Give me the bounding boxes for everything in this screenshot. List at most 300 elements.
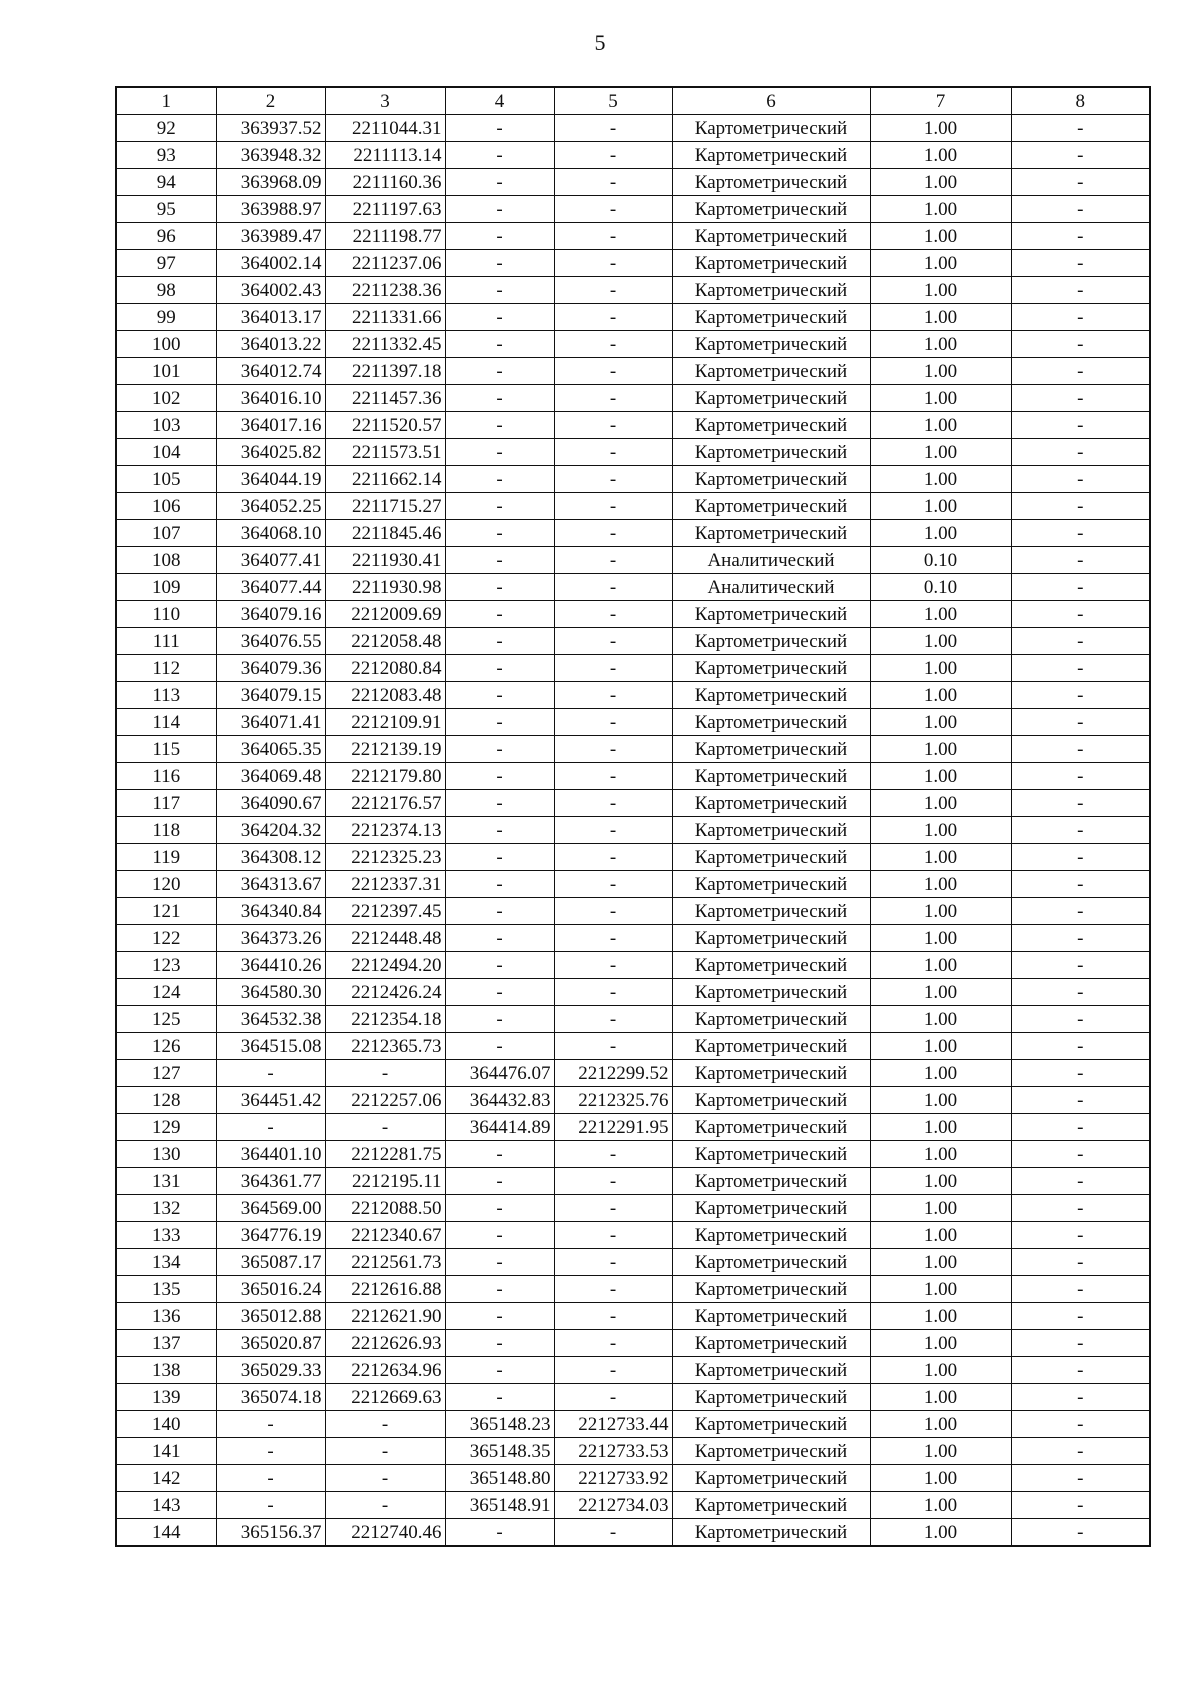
y-coordinate-cell: 2212634.96 (325, 1357, 445, 1384)
x-new-coordinate-cell: - (445, 466, 554, 493)
accuracy-cell: 1.00 (870, 1114, 1011, 1141)
x-new-coordinate-cell: - (445, 169, 554, 196)
point-number-cell: 104 (116, 439, 216, 466)
point-number-cell: 120 (116, 871, 216, 898)
note-cell: - (1011, 655, 1150, 682)
y-coordinate-cell: 2211573.51 (325, 439, 445, 466)
y-new-coordinate-cell: - (554, 601, 672, 628)
column-header: 5 (554, 87, 672, 115)
accuracy-cell: 1.00 (870, 1411, 1011, 1438)
y-coordinate-cell: 2211237.06 (325, 250, 445, 277)
accuracy-cell: 1.00 (870, 520, 1011, 547)
x-coordinate-cell: 364016.10 (216, 385, 325, 412)
y-coordinate-cell: 2212448.48 (325, 925, 445, 952)
note-cell: - (1011, 844, 1150, 871)
method-cell: Картометрический (672, 952, 870, 979)
note-cell: - (1011, 952, 1150, 979)
accuracy-cell: 1.00 (870, 1006, 1011, 1033)
y-new-coordinate-cell: 2212299.52 (554, 1060, 672, 1087)
accuracy-cell: 1.00 (870, 763, 1011, 790)
note-cell: - (1011, 1330, 1150, 1357)
x-coordinate-cell: 363937.52 (216, 115, 325, 142)
x-new-coordinate-cell: - (445, 898, 554, 925)
page-number: 5 (594, 30, 606, 55)
y-coordinate-cell: 2211715.27 (325, 493, 445, 520)
y-coordinate-cell: 2212354.18 (325, 1006, 445, 1033)
x-new-coordinate-cell: - (445, 655, 554, 682)
point-number-cell: 134 (116, 1249, 216, 1276)
table-row (116, 439, 1150, 466)
method-cell: Картометрический (672, 439, 870, 466)
x-new-coordinate-cell: - (445, 304, 554, 331)
point-number-cell: 107 (116, 520, 216, 547)
note-cell: - (1011, 547, 1150, 574)
table-row (116, 763, 1150, 790)
accuracy-cell: 1.00 (870, 1222, 1011, 1249)
column-header: 2 (216, 87, 325, 115)
table-row (116, 817, 1150, 844)
accuracy-cell: 1.00 (870, 1357, 1011, 1384)
x-coordinate-cell: 364313.67 (216, 871, 325, 898)
method-cell: Картометрический (672, 520, 870, 547)
y-new-coordinate-cell: - (554, 142, 672, 169)
accuracy-cell: 1.00 (870, 1330, 1011, 1357)
note-cell: - (1011, 601, 1150, 628)
accuracy-cell: 1.00 (870, 250, 1011, 277)
table-row (116, 412, 1150, 439)
x-coordinate-cell: 364410.26 (216, 952, 325, 979)
x-new-coordinate-cell: - (445, 844, 554, 871)
method-cell: Картометрический (672, 1087, 870, 1114)
note-cell: - (1011, 1276, 1150, 1303)
x-new-coordinate-cell: - (445, 952, 554, 979)
y-new-coordinate-cell: - (554, 709, 672, 736)
method-cell: Картометрический (672, 1303, 870, 1330)
note-cell: - (1011, 1222, 1150, 1249)
method-cell: Картометрический (672, 304, 870, 331)
x-coordinate-cell: 364401.10 (216, 1141, 325, 1168)
y-coordinate-cell: 2211397.18 (325, 358, 445, 385)
table-row (116, 574, 1150, 601)
note-cell: - (1011, 358, 1150, 385)
table-row (116, 601, 1150, 628)
table-row (116, 925, 1150, 952)
note-cell: - (1011, 1195, 1150, 1222)
method-cell: Картометрический (672, 1114, 870, 1141)
point-number-cell: 129 (116, 1114, 216, 1141)
y-coordinate-cell: 2211198.77 (325, 223, 445, 250)
note-cell: - (1011, 1492, 1150, 1519)
point-number-cell: 117 (116, 790, 216, 817)
y-coordinate-cell: 2211845.46 (325, 520, 445, 547)
y-new-coordinate-cell: - (554, 1141, 672, 1168)
note-cell: - (1011, 1384, 1150, 1411)
note-cell: - (1011, 1033, 1150, 1060)
y-new-coordinate-cell: - (554, 1303, 672, 1330)
accuracy-cell: 1.00 (870, 682, 1011, 709)
x-new-coordinate-cell: 364476.07 (445, 1060, 554, 1087)
accuracy-cell: 1.00 (870, 223, 1011, 250)
y-coordinate-cell: 2212080.84 (325, 655, 445, 682)
accuracy-cell: 1.00 (870, 1276, 1011, 1303)
accuracy-cell: 1.00 (870, 412, 1011, 439)
table-row (116, 655, 1150, 682)
method-cell: Картометрический (672, 763, 870, 790)
x-coordinate-cell: 364013.22 (216, 331, 325, 358)
table-row (116, 709, 1150, 736)
method-cell: Картометрический (672, 871, 870, 898)
method-cell: Картометрический (672, 1033, 870, 1060)
y-new-coordinate-cell: - (554, 1357, 672, 1384)
x-new-coordinate-cell: 365148.91 (445, 1492, 554, 1519)
x-coordinate-cell: 364569.00 (216, 1195, 325, 1222)
accuracy-cell: 1.00 (870, 142, 1011, 169)
point-number-cell: 138 (116, 1357, 216, 1384)
method-cell: Картометрический (672, 331, 870, 358)
x-new-coordinate-cell: - (445, 763, 554, 790)
method-cell: Картометрический (672, 709, 870, 736)
x-new-coordinate-cell: - (445, 1330, 554, 1357)
accuracy-cell: 1.00 (870, 493, 1011, 520)
y-coordinate-cell: 2211197.63 (325, 196, 445, 223)
y-coordinate-cell: - (325, 1465, 445, 1492)
point-number-cell: 131 (116, 1168, 216, 1195)
accuracy-cell: 1.00 (870, 1168, 1011, 1195)
note-cell: - (1011, 682, 1150, 709)
x-coordinate-cell: 364017.16 (216, 412, 325, 439)
point-number-cell: 142 (116, 1465, 216, 1492)
accuracy-cell: 1.00 (870, 709, 1011, 736)
y-new-coordinate-cell: - (554, 304, 672, 331)
y-new-coordinate-cell: - (554, 1033, 672, 1060)
x-new-coordinate-cell: - (445, 331, 554, 358)
x-coordinate-cell: 364065.35 (216, 736, 325, 763)
point-number-cell: 108 (116, 547, 216, 574)
x-new-coordinate-cell: - (445, 1195, 554, 1222)
x-coordinate-cell: 364079.16 (216, 601, 325, 628)
x-new-coordinate-cell: - (445, 628, 554, 655)
y-new-coordinate-cell: 2212733.44 (554, 1411, 672, 1438)
table-row (116, 1141, 1150, 1168)
coordinates-table (115, 86, 1151, 1547)
y-coordinate-cell: 2212281.75 (325, 1141, 445, 1168)
note-cell: - (1011, 250, 1150, 277)
y-new-coordinate-cell: - (554, 1222, 672, 1249)
y-new-coordinate-cell: - (554, 547, 672, 574)
y-coordinate-cell: 2212139.19 (325, 736, 445, 763)
note-cell: - (1011, 790, 1150, 817)
y-coordinate-cell: 2212621.90 (325, 1303, 445, 1330)
method-cell: Картометрический (672, 169, 870, 196)
table-row (116, 871, 1150, 898)
y-coordinate-cell: 2212626.93 (325, 1330, 445, 1357)
point-number-cell: 125 (116, 1006, 216, 1033)
point-number-cell: 124 (116, 979, 216, 1006)
point-number-cell: 141 (116, 1438, 216, 1465)
note-cell: - (1011, 709, 1150, 736)
method-cell: Картометрический (672, 196, 870, 223)
x-new-coordinate-cell: - (445, 250, 554, 277)
x-new-coordinate-cell: - (445, 115, 554, 142)
y-new-coordinate-cell: - (554, 898, 672, 925)
y-new-coordinate-cell: - (554, 466, 672, 493)
x-coordinate-cell: 364451.42 (216, 1087, 325, 1114)
table-row (116, 1006, 1150, 1033)
table-row (116, 520, 1150, 547)
y-new-coordinate-cell: - (554, 979, 672, 1006)
x-coordinate-cell: 364025.82 (216, 439, 325, 466)
y-new-coordinate-cell: - (554, 844, 672, 871)
x-coordinate-cell: - (216, 1465, 325, 1492)
y-new-coordinate-cell: - (554, 196, 672, 223)
note-cell: - (1011, 871, 1150, 898)
method-cell: Картометрический (672, 1195, 870, 1222)
point-number-cell: 144 (116, 1519, 216, 1547)
y-coordinate-cell: 2211044.31 (325, 115, 445, 142)
x-coordinate-cell: 363968.09 (216, 169, 325, 196)
accuracy-cell: 1.00 (870, 466, 1011, 493)
method-cell: Картометрический (672, 1276, 870, 1303)
y-new-coordinate-cell: - (554, 1195, 672, 1222)
y-coordinate-cell: 2211331.66 (325, 304, 445, 331)
y-new-coordinate-cell: - (554, 790, 672, 817)
accuracy-cell: 1.00 (870, 628, 1011, 655)
accuracy-cell: 1.00 (870, 601, 1011, 628)
y-coordinate-cell: - (325, 1411, 445, 1438)
x-new-coordinate-cell: - (445, 574, 554, 601)
note-cell: - (1011, 1114, 1150, 1141)
x-new-coordinate-cell: 365148.23 (445, 1411, 554, 1438)
x-coordinate-cell: 364077.44 (216, 574, 325, 601)
x-coordinate-cell: 364515.08 (216, 1033, 325, 1060)
point-number-cell: 130 (116, 1141, 216, 1168)
table-body (116, 87, 1150, 1546)
accuracy-cell: 0.10 (870, 574, 1011, 601)
x-new-coordinate-cell: - (445, 385, 554, 412)
table-row (116, 979, 1150, 1006)
point-number-cell: 106 (116, 493, 216, 520)
y-new-coordinate-cell: - (554, 385, 672, 412)
method-cell: Картометрический (672, 1168, 870, 1195)
y-coordinate-cell: 2212176.57 (325, 790, 445, 817)
note-cell: - (1011, 925, 1150, 952)
point-number-cell: 133 (116, 1222, 216, 1249)
table-row (116, 331, 1150, 358)
y-new-coordinate-cell: - (554, 574, 672, 601)
y-coordinate-cell: - (325, 1114, 445, 1141)
x-coordinate-cell: 364776.19 (216, 1222, 325, 1249)
x-new-coordinate-cell: - (445, 925, 554, 952)
y-new-coordinate-cell: - (554, 682, 672, 709)
y-new-coordinate-cell: - (554, 331, 672, 358)
method-cell: Картометрический (672, 1357, 870, 1384)
accuracy-cell: 1.00 (870, 196, 1011, 223)
x-coordinate-cell: 365087.17 (216, 1249, 325, 1276)
x-new-coordinate-cell: - (445, 142, 554, 169)
y-coordinate-cell: 2212195.11 (325, 1168, 445, 1195)
note-cell: - (1011, 1006, 1150, 1033)
y-new-coordinate-cell: - (554, 1006, 672, 1033)
point-number-cell: 139 (116, 1384, 216, 1411)
y-new-coordinate-cell: - (554, 412, 672, 439)
column-header: 6 (672, 87, 870, 115)
accuracy-cell: 1.00 (870, 1087, 1011, 1114)
method-cell: Картометрический (672, 493, 870, 520)
y-coordinate-cell: 2212083.48 (325, 682, 445, 709)
x-new-coordinate-cell: - (445, 709, 554, 736)
y-new-coordinate-cell: - (554, 736, 672, 763)
y-coordinate-cell: - (325, 1060, 445, 1087)
table-row (116, 1222, 1150, 1249)
point-number-cell: 128 (116, 1087, 216, 1114)
y-coordinate-cell: 2212179.80 (325, 763, 445, 790)
y-coordinate-cell: 2211113.14 (325, 142, 445, 169)
y-new-coordinate-cell: - (554, 223, 672, 250)
table-row (116, 682, 1150, 709)
x-new-coordinate-cell: - (445, 1357, 554, 1384)
method-cell: Картометрический (672, 1060, 870, 1087)
note-cell: - (1011, 304, 1150, 331)
table-row (116, 1060, 1150, 1087)
method-cell: Картометрический (672, 1006, 870, 1033)
point-number-cell: 122 (116, 925, 216, 952)
column-header: 7 (870, 87, 1011, 115)
point-number-cell: 98 (116, 277, 216, 304)
table-row (116, 385, 1150, 412)
method-cell: Картометрический (672, 1222, 870, 1249)
point-number-cell: 137 (116, 1330, 216, 1357)
note-cell: - (1011, 466, 1150, 493)
y-new-coordinate-cell: - (554, 439, 672, 466)
point-number-cell: 109 (116, 574, 216, 601)
note-cell: - (1011, 520, 1150, 547)
x-coordinate-cell: 365029.33 (216, 1357, 325, 1384)
point-number-cell: 100 (116, 331, 216, 358)
x-coordinate-cell: 364071.41 (216, 709, 325, 736)
x-coordinate-cell: 364090.67 (216, 790, 325, 817)
method-cell: Картометрический (672, 979, 870, 1006)
accuracy-cell: 1.00 (870, 979, 1011, 1006)
y-new-coordinate-cell: - (554, 169, 672, 196)
x-new-coordinate-cell: - (445, 601, 554, 628)
y-coordinate-cell: 2212669.63 (325, 1384, 445, 1411)
table-row (116, 196, 1150, 223)
x-coordinate-cell: 364002.43 (216, 277, 325, 304)
x-new-coordinate-cell: - (445, 979, 554, 1006)
note-cell: - (1011, 574, 1150, 601)
point-number-cell: 115 (116, 736, 216, 763)
y-new-coordinate-cell: - (554, 952, 672, 979)
y-new-coordinate-cell: - (554, 925, 672, 952)
method-cell: Картометрический (672, 844, 870, 871)
accuracy-cell: 1.00 (870, 1384, 1011, 1411)
note-cell: - (1011, 1087, 1150, 1114)
point-number-cell: 121 (116, 898, 216, 925)
note-cell: - (1011, 412, 1150, 439)
table-row (116, 736, 1150, 763)
table-row (116, 115, 1150, 142)
table-row (116, 898, 1150, 925)
x-new-coordinate-cell: - (445, 547, 554, 574)
note-cell: - (1011, 493, 1150, 520)
column-header: 3 (325, 87, 445, 115)
table-row (116, 1033, 1150, 1060)
method-cell: Картометрический (672, 601, 870, 628)
accuracy-cell: 0.10 (870, 547, 1011, 574)
y-new-coordinate-cell: - (554, 628, 672, 655)
x-new-coordinate-cell: - (445, 1168, 554, 1195)
column-header: 8 (1011, 87, 1150, 115)
y-new-coordinate-cell: - (554, 277, 672, 304)
point-number-cell: 95 (116, 196, 216, 223)
x-coordinate-cell: 364204.32 (216, 817, 325, 844)
y-coordinate-cell: 2211930.98 (325, 574, 445, 601)
accuracy-cell: 1.00 (870, 331, 1011, 358)
point-number-cell: 113 (116, 682, 216, 709)
point-number-cell: 140 (116, 1411, 216, 1438)
y-new-coordinate-cell: - (554, 763, 672, 790)
note-cell: - (1011, 1357, 1150, 1384)
x-coordinate-cell: 364308.12 (216, 844, 325, 871)
y-new-coordinate-cell: - (554, 520, 672, 547)
point-number-cell: 103 (116, 412, 216, 439)
note-cell: - (1011, 169, 1150, 196)
accuracy-cell: 1.00 (870, 1465, 1011, 1492)
table-row (116, 952, 1150, 979)
table-row (116, 1276, 1150, 1303)
note-cell: - (1011, 439, 1150, 466)
x-new-coordinate-cell: - (445, 223, 554, 250)
x-new-coordinate-cell: 365148.35 (445, 1438, 554, 1465)
x-new-coordinate-cell: - (445, 439, 554, 466)
y-coordinate-cell: 2212337.31 (325, 871, 445, 898)
method-cell: Картометрический (672, 1465, 870, 1492)
x-coordinate-cell: 364076.55 (216, 628, 325, 655)
method-cell: Картометрический (672, 223, 870, 250)
point-number-cell: 111 (116, 628, 216, 655)
y-coordinate-cell: - (325, 1438, 445, 1465)
point-number-cell: 114 (116, 709, 216, 736)
y-new-coordinate-cell: 2212733.92 (554, 1465, 672, 1492)
y-coordinate-cell: 2211160.36 (325, 169, 445, 196)
table-row (116, 844, 1150, 871)
point-number-cell: 97 (116, 250, 216, 277)
point-number-cell: 96 (116, 223, 216, 250)
x-new-coordinate-cell: 364432.83 (445, 1087, 554, 1114)
table-row (116, 466, 1150, 493)
x-coordinate-cell: 365020.87 (216, 1330, 325, 1357)
method-cell: Картометрический (672, 898, 870, 925)
method-cell: Картометрический (672, 1330, 870, 1357)
x-coordinate-cell: 364340.84 (216, 898, 325, 925)
accuracy-cell: 1.00 (870, 385, 1011, 412)
y-new-coordinate-cell: - (554, 358, 672, 385)
x-new-coordinate-cell: - (445, 196, 554, 223)
accuracy-cell: 1.00 (870, 1492, 1011, 1519)
x-coordinate-cell: 365156.37 (216, 1519, 325, 1547)
accuracy-cell: 1.00 (870, 871, 1011, 898)
y-coordinate-cell: 2212009.69 (325, 601, 445, 628)
note-cell: - (1011, 385, 1150, 412)
table-row (116, 1114, 1150, 1141)
y-coordinate-cell: - (325, 1492, 445, 1519)
method-cell: Картометрический (672, 250, 870, 277)
accuracy-cell: 1.00 (870, 1033, 1011, 1060)
y-new-coordinate-cell: 2212291.95 (554, 1114, 672, 1141)
column-header: 1 (116, 87, 216, 115)
column-header: 4 (445, 87, 554, 115)
method-cell: Картометрический (672, 736, 870, 763)
